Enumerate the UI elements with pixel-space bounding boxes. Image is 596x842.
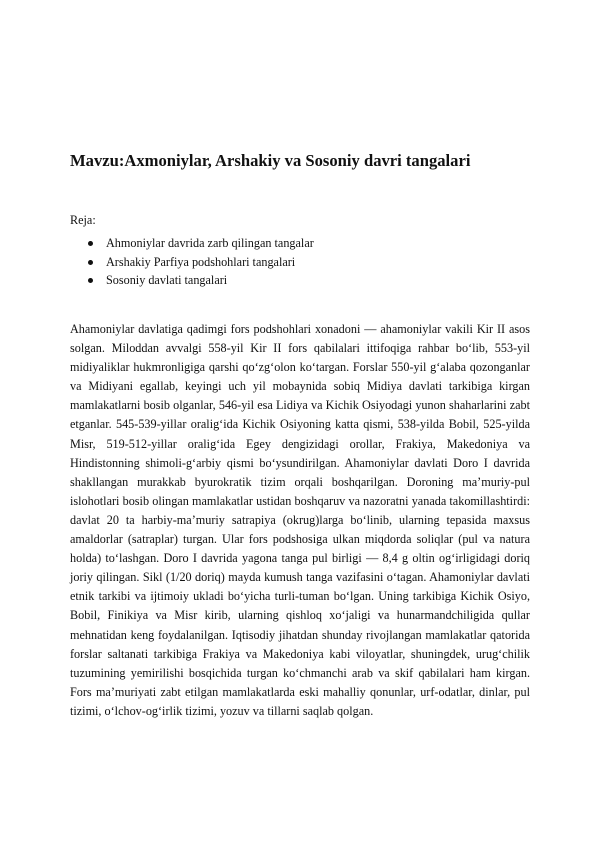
plan-list <box>70 234 490 290</box>
body-paragraph: Ahamoniylar davlatiga qadimgi fors podshohlari xonadoni — ahamoniylar vakili Kir II asos solgan. Miloddan avvalgi 558-yil Kir II fors qabilalari ittifoqiga rahbar boʻlib, 553-yil midiyaliklar hukmronligiga qarshi qoʻzgʻolon koʻtargan. Forslar 550-yil gʻalaba qozonganlar va Midiyani egallab, keyingi uch yil mobaynida sobiq Midiya davlati tarkibiga kirgan mamlakatlarni bosib olganlar, 546-yil esa Lidiya va Kichik Osiyodagi yunon shaharlarini zabt etganlar. 545-539-yillar oraligʻida Kichik Osiyoning katta qismi, 538-yilda Bobil, 525-yilda Misr, 519-512-yillar oraligʻida Egey dengizidagi orollar, Frakiya, Makedoniya va Hindistonning shimoli-gʻarbiy qismi boʻysundirilgan. Ahamoniylar davlati Doro I davrida shakllangan murakkab byurokratik tizim orqali boshqarilgan. Doroning maʼmuriy-pul islohotlari bosib olingan mamlakatlar ustidan boshqaruv va nazoratni yanada takomillashtirdi: davlat 20 ta harbiy-maʼmuriy satrapiya (okrug)larga boʻlinib, ularning tepasida maxsus amaldorlar (satraplar) turgan. Ular fors podshosiga ulkan miqdorda soliqlar (pul va natura holda) toʻlashgan. Doro I davrida yagona tanga pul birligi — 8,4 g oltin ogʻirligidagi doriq joriy qilingan. Sikl (1/20 doriq) mayda kumush tanga vazifasini oʻtagan. Ahamoniylar davlati etnik tarkibi va ijtimoiy ukladi boʻyicha turli-tuman boʻlgan. Uning tarkibiga Kichik Osiyo, Bobil, Finikiya va Misr kirib, ularning qishloq xoʻjaligi va hunarmandchiligida qullar mehnatidan keng foydalanilgan. Iqtisodiy jihatdan shunday rivojlangan mamlakatlar qatorida forslar saltanati tarkibiga Frakiya va Makedoniya kabi viloyatlar, shuningdek, urugʻchilik tuzumining yemirilishi bosqichida turgan koʻchmanchi arab va skif qabilalari ham kirgan. Fors maʼmuriyati zabt etilgan mamlakatlarda eski mahalliy qonunlar, urf-odatlar, dinlar, pul tizimi, oʻlchov-ogʻirlik tizimi, yozuv va tillarni saqlab qolgan. <box>70 322 530 718</box>
plan-item <box>70 271 490 290</box>
document-title: Mavzu:Axmoniylar, Arshakiy va Sosoniy davri tangalari <box>70 151 471 170</box>
plan-item-text: Arshakiy Parfiya podshohlari tangalari <box>106 254 296 269</box>
plan-item <box>70 253 490 272</box>
bullet-icon <box>88 241 93 246</box>
bullet-icon <box>88 278 93 283</box>
plan-label: Reja: <box>70 213 96 227</box>
plan-item-text: Sosoniy davlati tangalari <box>106 273 228 288</box>
bullet-icon <box>88 260 93 265</box>
plan-item-text: Ahmoniylar davrida zarb qilingan tangalar <box>106 236 314 250</box>
plan-item <box>70 234 490 253</box>
